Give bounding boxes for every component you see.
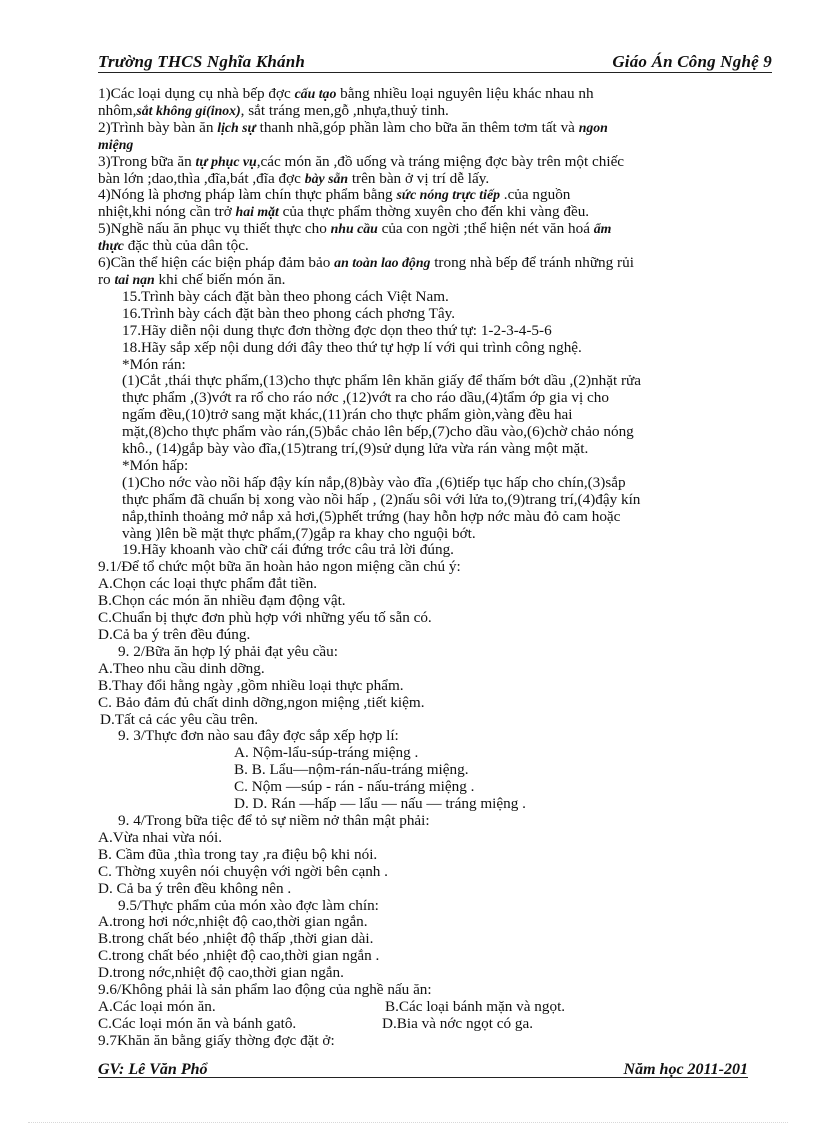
question-9-1: 9.1/Để tổ chức một bữa ăn hoàn hảo ngon miệng cần chú ý: <box>98 558 461 576</box>
text-line: thực đặc thù của dân tộc. <box>98 237 249 255</box>
text-line: khô., (14)gắp bày vào đĩa,(15)trang trí,(9)sử dụng lửa vừa rán vàng một mặt. <box>122 440 589 458</box>
answer-option: D.Bia và nớc ngọt có ga. <box>382 1014 534 1032</box>
text-line: miệng <box>98 136 134 152</box>
text-line: 5)Nghề nấu ăn phục vụ thiết thực cho nhu cầu của con ngời ;thể hiện nét văn hoá ẩm <box>98 220 612 238</box>
answer-option: D.Cả ba ý trên đều đúng. <box>98 626 251 643</box>
answer-option: A.Các loại món ăn. <box>98 997 216 1015</box>
answer-option: C.Chuẩn bị thực đơn phù hợp với những yếu tố sẵn có. <box>98 609 432 627</box>
answer-option: A. Nộm-lẩu-súp-tráng miệng . <box>234 744 419 762</box>
answer-option: D. Cả ba ý trên đều không nên . <box>98 879 292 897</box>
answer-option: C. Nộm —súp - rán - nấu-tráng miệng . <box>234 778 475 796</box>
answer-row <box>98 999 778 1016</box>
page-header <box>98 52 772 73</box>
question-17: 17.Hãy diễn nội dung thực đơn thờng đợc dọn theo thứ tự: 1-2-3-4-5-6 <box>122 321 552 339</box>
question-9-2: 9. 2/Bữa ăn hợp lý phải đạt yêu cầu: <box>118 642 338 660</box>
text-line: 6)Cần thể hiện các biện pháp đảm bảo an toàn lao động trong nhà bếp để tránh những rủi <box>98 254 634 272</box>
text-line: 2)Trình bày bàn ăn lịch sự thanh nhã,góp phần làm cho bữa ăn thêm tơm tất và ngon <box>98 118 608 136</box>
answer-option: C.trong chất béo ,nhiệt độ cao,thời gian ngắn . <box>98 947 380 965</box>
text-line: nhôm,sắt không gỉ(inox), sắt tráng men,gỗ ,nhựa,thuỷ tinh. <box>98 101 449 119</box>
section-fried: *Món rán: <box>122 355 186 373</box>
answer-option: C. Bảo đảm đủ chất dinh dỡng,ngon miệng ,tiết kiệm. <box>98 693 425 711</box>
answer-option: D. D. Rán —hấp — lẩu — nấu — tráng miệng . <box>234 795 526 813</box>
text-line: 1)Các loại dụng cụ nhà bếp đợc cấu tạo bằng nhiều loại nguyên liệu khác nhau nh <box>98 85 594 102</box>
text-line: thực phẩm ,(3)vớt ra rổ cho ráo nớc ,(12)vớt ra cho ráo dầu,(4)tẩm ớp gia vị cho <box>122 389 609 407</box>
answer-option: B.Chọn các món ăn nhiều đạm động vật. <box>98 592 346 610</box>
text-line: ro tai nạn khi chế biến món ăn. <box>98 270 286 288</box>
school-year: Năm học 2011-201 <box>623 1061 748 1078</box>
answer-option: A.Chọn các loại thực phẩm đắt tiền. <box>98 575 318 593</box>
question-9-5: 9.5/Thực phẩm của món xào đợc làm chín: <box>118 896 379 914</box>
question-15: 15.Trình bày cách đặt bàn theo phong cách Việt Nam. <box>122 287 449 305</box>
text-line: (1)Cho nớc vào nồi hấp đậy kín nắp,(8)bày vào đĩa ,(6)tiếp tục hấp cho chín,(3)sắp <box>122 473 626 491</box>
question-9-6: 9.6/Không phải là sản phẩm lao động của nghề nấu ăn: <box>98 981 432 999</box>
text-line: vàng )lên bề mặt thực phẩm,(7)gắp ra khay cho nguội bớt. <box>122 524 476 542</box>
text-line: 3)Trong bữa ăn tự phục vụ,các món ăn ,đồ uống và tráng miệng đợc bày trên một chiếc <box>98 152 625 170</box>
document-body <box>98 86 778 1050</box>
school-name: Trường THCS Nghĩa Khánh <box>98 52 306 71</box>
text-line: nắp,thỉnh thoảng mở nắp xả hơi,(5)phết trứng (hay hỗn hợp nớc màu đỏ cam hoặc <box>122 507 621 525</box>
answer-option: A.Theo nhu cầu dinh dỡng. <box>98 659 265 677</box>
question-9-7: 9.7Khăn ăn bằng giấy thờng đợc đặt ở: <box>98 1031 335 1049</box>
question-18: 18.Hãy sắp xếp nội dung dới đây theo thứ tự hợp lí với qui trình công nghệ. <box>122 338 582 356</box>
answer-option: D.trong nớc,nhiệt độ cao,thời gian ngắn. <box>98 964 344 982</box>
text-line: mặt,(8)cho thực phẩm vào rán,(5)bắc chảo lên bếp,(7)cho dầu vào,(6)chờ chảo nóng <box>122 423 634 441</box>
answer-option: B. B. Lẩu—nộm-rán-nấu-tráng miệng. <box>234 761 469 779</box>
answer-option: A.trong hơi nớc,nhiệt độ cao,thời gian ngắn. <box>98 913 368 931</box>
answer-option: A.Vừa nhai vừa nói. <box>98 828 223 846</box>
question-16: 16.Trình bày cách đặt bàn theo phong cách phơng Tây. <box>122 304 456 322</box>
question-19: 19.Hãy khoanh vào chữ cái đứng trớc câu trả lời đúng. <box>122 541 454 559</box>
question-9-3: 9. 3/Thực đơn nào sau đây đợc sắp xếp hợp lí: <box>118 727 399 745</box>
answer-option: C.Các loại món ăn và bánh gatô. <box>98 1014 297 1032</box>
section-steamed: *Món hấp: <box>122 456 189 474</box>
answer-option: C. Thờng xuyên nói chuyện với ngời bên cạnh . <box>98 862 388 880</box>
question-9-4: 9. 4/Trong bữa tiệc để tỏ sự niềm nở thân mật phải: <box>118 811 430 829</box>
answer-option: B.trong chất béo ,nhiệt độ thấp ,thời gian dài. <box>98 930 374 948</box>
answer-option: B. Cầm đũa ,thìa trong tay ,ra điệu bộ khi nói. <box>98 845 378 863</box>
teacher-name: GV: Lê Văn Phổ <box>98 1061 208 1078</box>
text-line: (1)Cắt ,thái thực phẩm,(13)cho thực phẩm lên khăn giấy để thấm bớt dầu ,(2)nhặt rửa <box>122 372 641 390</box>
answer-option: D.Tất cả các yêu cầu trên. <box>100 710 259 728</box>
text-line: bàn lớn ;dao,thìa ,đĩa,bát ,đĩa đợc bày sẵn trên bàn ở vị trí dễ lấy. <box>98 169 490 187</box>
page-footer <box>98 1061 748 1078</box>
subject-title: Giáo Án Công Nghệ 9 <box>612 52 772 71</box>
text-line: ngấm đều,(10)trở sang mặt khác,(11)rán cho thực phẩm giòn,vàng đều hai <box>122 406 573 424</box>
text-line: nhiệt,khi nóng cần trở hai mặt của thực phẩm thờng xuyên cho đến khi vàng đều. <box>98 203 590 221</box>
answer-row <box>98 1016 778 1033</box>
answer-option: B.Thay đổi hằng ngày ,gồm nhiều loại thực phẩm. <box>98 676 404 694</box>
text-line: thực phẩm đã chuẩn bị xong vào nồi hấp , (2)nấu sôi với lửa to,(9)trang trí,(4)đậy kín <box>122 490 641 508</box>
answer-option: B.Các loại bánh mặn và ngọt. <box>385 997 566 1015</box>
text-line: 4)Nóng là phơng pháp làm chín thực phẩm bằng sức nóng trực tiếp .của nguồn <box>98 186 571 204</box>
